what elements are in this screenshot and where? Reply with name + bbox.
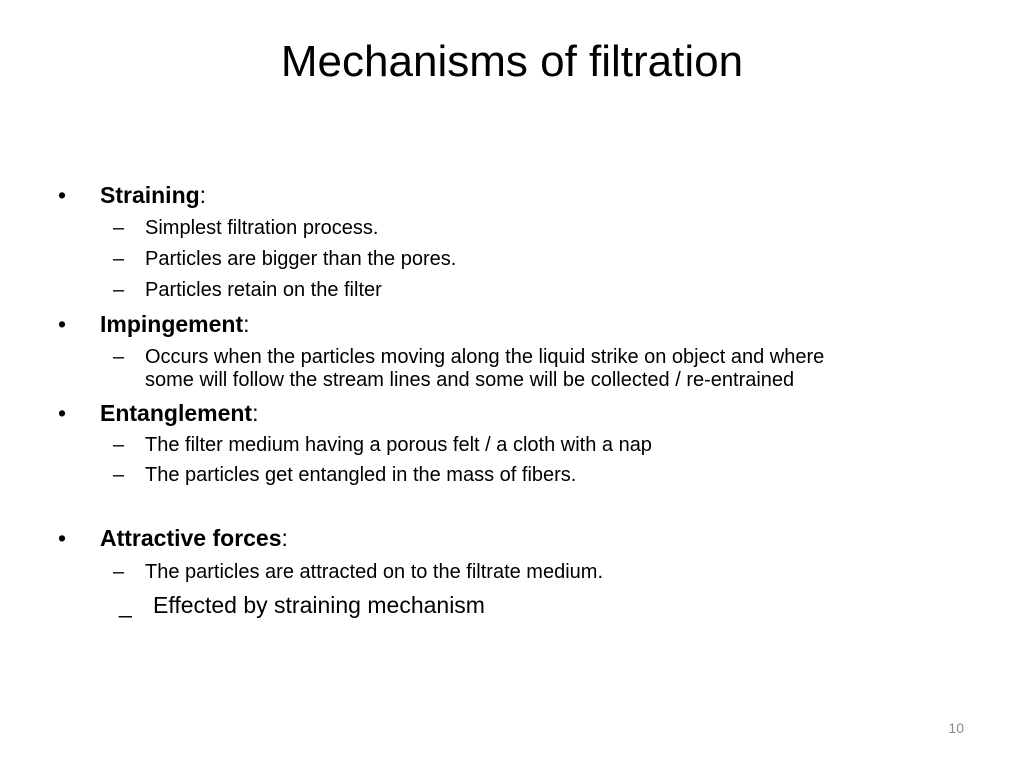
sub-marker: – bbox=[113, 434, 125, 456]
bullet-colon: : bbox=[243, 311, 250, 337]
subitem-text: Occurs when the particles moving along the liquid strike on object and where bbox=[145, 346, 825, 368]
bullet-text bbox=[100, 398, 258, 428]
bullet-text bbox=[100, 523, 288, 553]
sub-marker: – bbox=[113, 346, 125, 368]
bullet-colon: : bbox=[252, 400, 259, 426]
bullet-term: Entanglement bbox=[100, 400, 253, 426]
bullet-colon: : bbox=[281, 525, 288, 551]
bullet-term: Straining bbox=[100, 182, 200, 208]
bullet-marker: • bbox=[58, 182, 67, 208]
sub-marker-underscore: _ bbox=[119, 592, 132, 618]
slide-title: Mechanisms of filtration bbox=[280, 37, 744, 86]
bullet-marker: • bbox=[58, 400, 67, 426]
sub-marker: – bbox=[113, 279, 125, 301]
subitem-text: The filter medium having a porous felt / a cloth with a nap bbox=[145, 434, 652, 456]
subitem-text: Effected by straining mechanism bbox=[153, 592, 485, 618]
subitem-text: Simplest filtration process. bbox=[145, 217, 379, 239]
sub-marker: – bbox=[113, 464, 125, 486]
bullet-marker: • bbox=[58, 311, 67, 337]
bullet-text bbox=[100, 180, 206, 210]
subitem-text: Particles retain on the filter bbox=[145, 279, 382, 301]
bullet-term: Impingement bbox=[100, 311, 244, 337]
sub-marker: – bbox=[113, 561, 125, 583]
subitem-text: Particles are bigger than the pores. bbox=[145, 248, 457, 270]
sub-marker: – bbox=[113, 217, 125, 239]
subitem-text: The particles are attracted on to the filtrate medium. bbox=[145, 561, 603, 583]
bullet-term: Attractive forces bbox=[100, 525, 282, 551]
subitem-text: The particles get entangled in the mass of fibers. bbox=[145, 464, 577, 486]
bullet-colon: : bbox=[199, 182, 207, 208]
bullet-text bbox=[100, 309, 250, 339]
sub-marker: – bbox=[113, 248, 125, 270]
bullet-marker: • bbox=[58, 525, 67, 551]
page-number: 10 bbox=[948, 720, 964, 736]
subitem-text: some will follow the stream lines and some will be collected / re-entrained bbox=[145, 369, 795, 391]
